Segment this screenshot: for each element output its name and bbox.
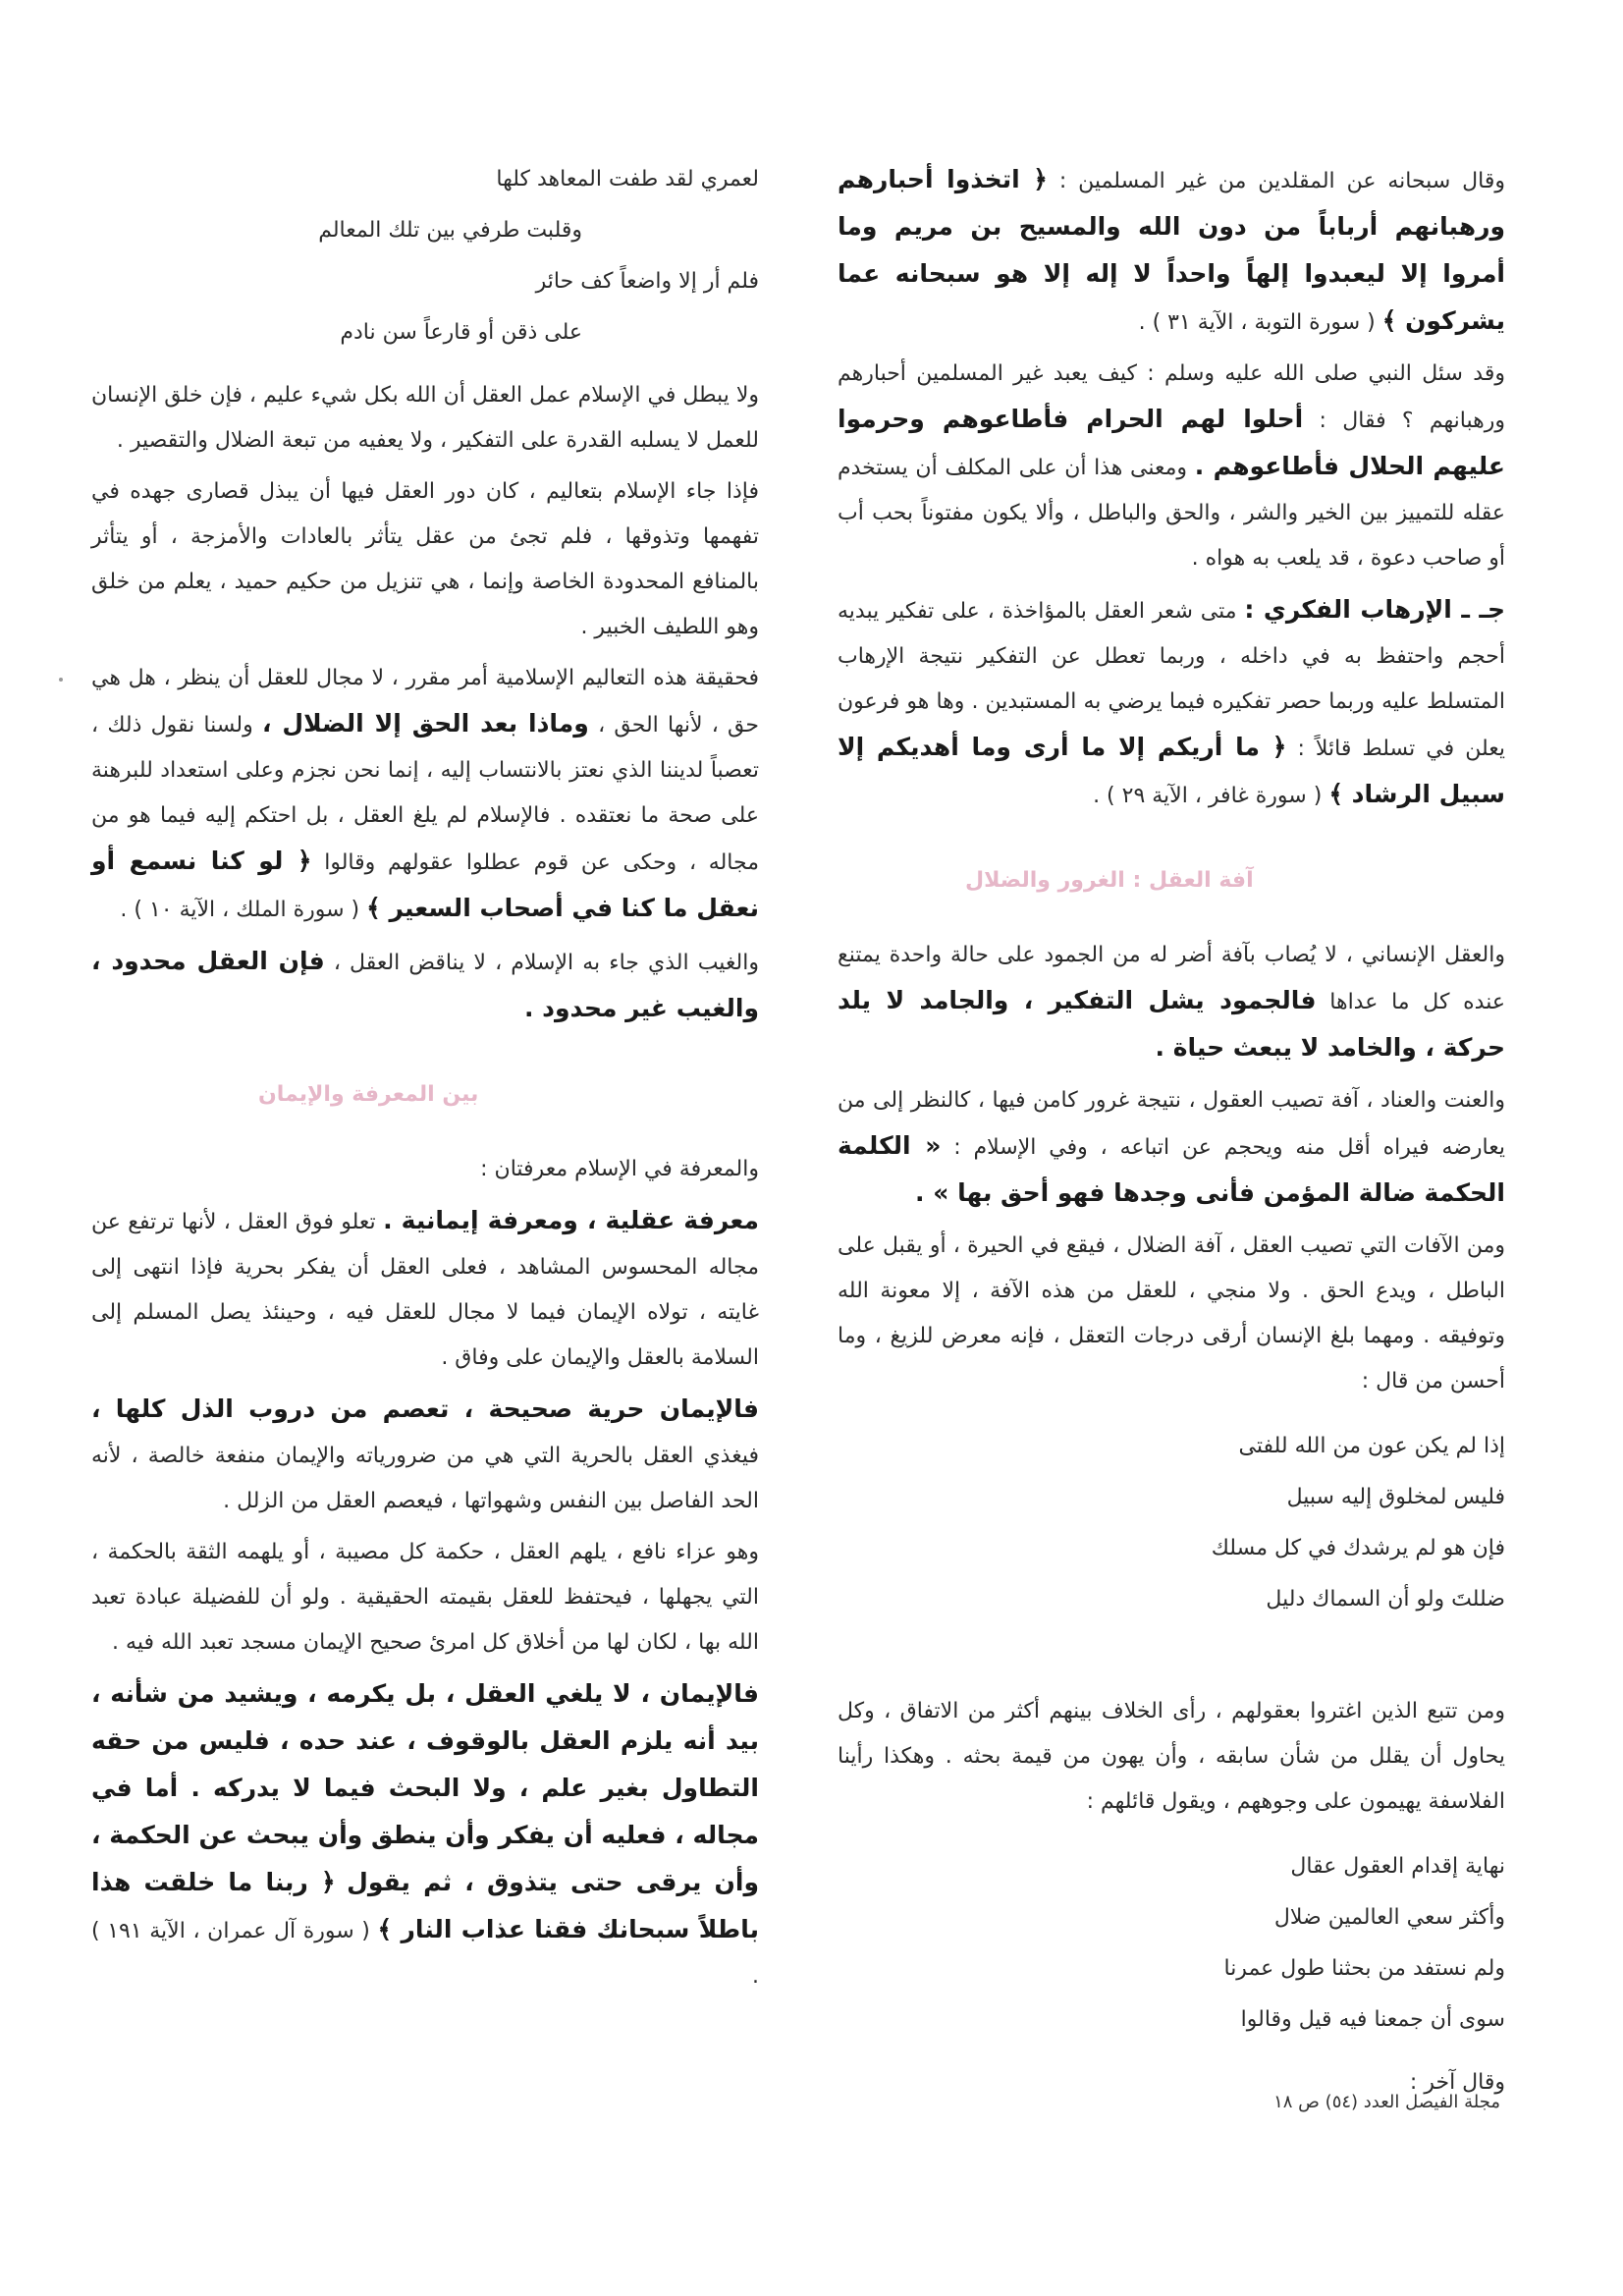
hadith-quote: أحلوا لهم الحرام فأطاعوهم وحرموا عليهم الحلال فأطاعوهم . — [838, 405, 1505, 480]
left-column — [91, 157, 759, 2005]
bold-statement: فالإيمان حرية صحيحة ، تعصم من دروب الذل كلها ، — [91, 1394, 759, 1423]
quran-quote: ﴿ ما أريكم إلا ما أرى وما أهديكم إلا سبيل الرشاد ﴾ — [838, 733, 1505, 808]
poem-line: لعمري لقد طفت المعاهد كلها — [496, 167, 759, 191]
paragraph: فإذا جاء الإسلام بتعاليم ، كان دور العقل فيها أن يبذل قصارى جهده في تفهمها وتذوقها ، فلم تجئ من عقل يتأثر بالعادات والأمزجة ، أو يتأثر بالمنافع المحدودة الخاصة وإنما ، هي تنزيل من حكيم حميد ، يعلم من خلق وهو اللطيف الخبير . — [91, 479, 759, 639]
quran-quote: ﴿ لو كنا نسمع أو نعقل ما كنا في أصحاب السعير ﴾ — [91, 847, 759, 922]
poem-line: نهاية إقدام العقول عقال — [1290, 1854, 1505, 1879]
scan-speck — [59, 678, 63, 682]
page-footer: مجلة الفيصل العدد (٥٤) ص ١٨ — [1273, 2092, 1500, 2112]
paragraph-text: وقد سئل النبي صلى الله عليه وسلم : كيف يعبد غير المسلمين أحبارهم ورهبانهم ؟ فقال : — [838, 361, 1505, 433]
quran-quote: ﴿ ربنا ما خلقت هذا باطلاً سبحانك فقنا عذاب النار ﴾ — [91, 1868, 759, 1943]
paragraph-text: ومن الآفات التي تصيب العقل ، آفة الضلال ، فيقع في الحيرة ، أو يقبل على الباطل ، ويدع الحق . ولا منجي ، للعقل من هذه الآفة ، إلا معونة الله وتوفيقه . ومهما بلغ الإنسان أرقى درجات التعقل ، فإنه معرض للزيغ ، وما أحسن من قال : — [838, 1233, 1505, 1394]
poem-line: سوى أن جمعنا فيه قيل وقالوا — [1240, 2007, 1505, 2032]
paragraph — [91, 1198, 759, 1381]
poem-line: ضللتَ ولو أن السماك دليل — [1266, 1587, 1505, 1612]
paragraph — [91, 656, 759, 933]
paragraph-text: ولسنا نقول ذلك ، تعصباً لديننا الذي نعتز بالانتساب إليه ، إنما نحن نجزم وعلى استعداد للبرهنة على صحة ما نعتقده . فالإسلام لم يلغ العقل ، بل احتكم إليه فيما هو من مجاله ، وحكى عن قوم عطلوا عقولهم وقالوا — [91, 713, 759, 875]
quran-quote: ﴿ اتخذوا أحبارهم ورهبانهم أرباباً من دون الله والمسيح بن مريم وما أمروا إلا ليعبدوا إلهاً واحداً لا إله إلا هو سبحانه عما يشركون ﴾ — [838, 165, 1505, 335]
paragraph-text: متى شعر العقل بالمؤاخذة ، على تفكير يبديه أحجم واحتفظ به في داخله ، وربما تعطل عن التفكير نتيجة الإرهاب المتسلط عليه وربما حصر تفكيره فيما يرضي به المستبدين . وها هو فرعون يعلن في تسلط قائلاً : — [838, 599, 1506, 761]
paragraph — [838, 1224, 1505, 1404]
paragraph-text: تعلو فوق العقل ، لأنها ترتفع عن مجاله المحسوس المشاهد ، فعلى العقل أن يفكر بحرية فإذا انتهى إلى غايته ، تولاه الإيمان فيما لا مجال للعقل فيه ، وحينئذ يصل المسلم إلى السلامة بالعقل والإيمان على وفاق . — [91, 1210, 759, 1370]
poem-line: وأكثر سعي العالمين ضلال — [1273, 1905, 1505, 1930]
quran-reference: ( سورة الملك ، الآية ١٠ ) . — [120, 898, 360, 922]
paragraph — [91, 1671, 759, 1999]
hadith-quote: « الكلمة الحكمة ضالة المؤمن فأنى وجدها فهو أحق بها » . — [838, 1131, 1505, 1207]
paragraph-text: وقال آخر : — [1409, 2070, 1505, 2095]
bold-statement: فإن العقل محدود ، والغيب غير محدود . — [91, 947, 759, 1022]
bold-statement: فالإيمان ، لا يلغي العقل ، بل يكرمه ، ويشيد من شأنه ، بيد أنه يلزم العقل بالوقوف ، عند حده ، فليس من حقه التطاول بغير علم ، ولا البحث فيما لا يدركه . أما في مجاله ، فعليه أن يفكر وأن ينطق وأن يبحث عن الحكمة ، وأن يرقى حتى يتذوق ، ثم يقول — [91, 1679, 759, 1896]
paragraph — [91, 939, 759, 1033]
bold-statement: معرفة عقلية ، ومعرفة إيمانية . — [383, 1206, 759, 1234]
quran-reference: ( سورة التوبة ، الآية ٣١ ) . — [1138, 310, 1376, 335]
poem-line: على ذقن أو قارعاً سن نادم — [340, 320, 582, 345]
poem-line: فلم أر إلا واضعاً كف حائر — [535, 269, 759, 294]
paragraph-text: ومن تتبع الذين اغتروا بعقولهم ، رأى الخلاف بينهم أكثر من الاتفاق ، وكل يحاول أن يقلل من شأن سابقه ، وأن يهون من قيمة بحثه . وهكذا رأينا الفلاسفة يهيمون على وجوههم ، ويقول قائلهم : — [838, 1699, 1505, 1814]
poem — [838, 1844, 1505, 2043]
poem-line: إذا لم يكن عون من الله للفتى — [1238, 1434, 1505, 1458]
paragraph-text: والغيب الذي جاء به الإسلام ، لا يناقض العقل ، — [333, 951, 759, 975]
section-heading: آفة العقل : الغرور والضلال — [965, 868, 1254, 893]
poem-line: ولم نستفد من بحثنا طول عمرنا — [1223, 1956, 1505, 1981]
poem-line: فليس لمخلوق إليه سبيل — [1286, 1485, 1505, 1509]
spacer — [838, 1640, 1505, 1689]
paragraph-text: ومعنى هذا أن على المكلف أن يستخدم عقله للتمييز بين الخير والشر ، والحق والباطل ، وألا يكون مفتوناً بحب أب أو صاحب دعوة ، قد يلعب به هواه . — [838, 456, 1505, 571]
paragraph — [838, 1689, 1505, 1825]
paragraph-text: فحقيقة هذه التعاليم الإسلامية أمر مقرر ، لا مجال للعقل أن ينظر ، هل هي حق ، لأنها الحق ، — [91, 666, 760, 738]
poem-line: فإن هو لم يرشدك في كل مسلك — [1211, 1536, 1505, 1560]
paragraph: والمعرفة في الإسلام معرفتان : — [480, 1157, 759, 1181]
poem — [91, 157, 759, 355]
poem — [838, 1424, 1505, 1622]
paragraph-text: والعنت والعناد ، آفة تصيب العقول ، نتيجة غرور كامن فيها ، كالنظر إلى من يعارضه فيراه أقل منه ويحجم عن اتباعه ، وفي الإسلام : — [838, 1088, 1505, 1160]
quran-reference: ( سورة آل عمران ، الآية ١٩١ ) . — [91, 1919, 759, 1989]
paragraph — [838, 352, 1505, 581]
paragraph — [838, 587, 1505, 819]
paragraph: وهو عزاء نافع ، يلهم العقل ، حكمة كل مصيبة ، أو يلهمه الثقة بالحكمة ، التي يجهلها ، فيحتفظ للعقل بقيمته الحقيقية . ولو أن للفضيلة عبادة تعبد الله بها ، لكان لها من أخلاق كل امرئ صحيح الإيمان مسجد تعبد الله فيه . — [91, 1540, 759, 1655]
paragraph-text: فيغذي العقل بالحرية التي هي من ضرورياته والإيمان منفعة خالصة ، لأنه الحد الفاصل بين النفس وشهواتها ، فيعصم العقل من الزلل . — [91, 1444, 759, 1513]
bold-statement: فالجمود يشل التفكير ، والجامد لا يلد حركة ، والخامد لا يبعث حياة . — [838, 986, 1505, 1062]
section-heading: بين المعرفة والإيمان — [258, 1082, 479, 1107]
paragraph — [91, 1387, 759, 1524]
poem-line: وقلبت طرفي بين تلك المعالم — [318, 218, 582, 243]
paragraph: ولا يبطل في الإسلام عمل العقل أن الله بكل شيء عليم ، فإن خلق الإنسان للعمل لا يسلبه القدرة على التفكير ، ولا يعفيه من تبعة الضلال والتقصير . — [91, 383, 759, 453]
quran-reference: ( سورة غافر ، الآية ٢٩ ) . — [1093, 784, 1323, 808]
paragraph — [838, 157, 1505, 346]
paragraph — [838, 933, 1505, 1072]
subsection-label: جـ ـ الإرهاب الفكري : — [1244, 595, 1505, 624]
paragraph-text: والعقل الإنساني ، لا يُصاب بآفة أضر له من الجمود على حالة واحدة يمتنع عنده كل ما عداها — [838, 943, 1505, 1014]
paragraph-text: وقال سبحانه عن المقلدين من غير المسلمين : — [1058, 169, 1505, 193]
quran-quote: وماذا بعد الحق إلا الضلال ، — [261, 709, 589, 738]
paragraph — [838, 1078, 1505, 1218]
right-column — [838, 157, 1505, 2111]
